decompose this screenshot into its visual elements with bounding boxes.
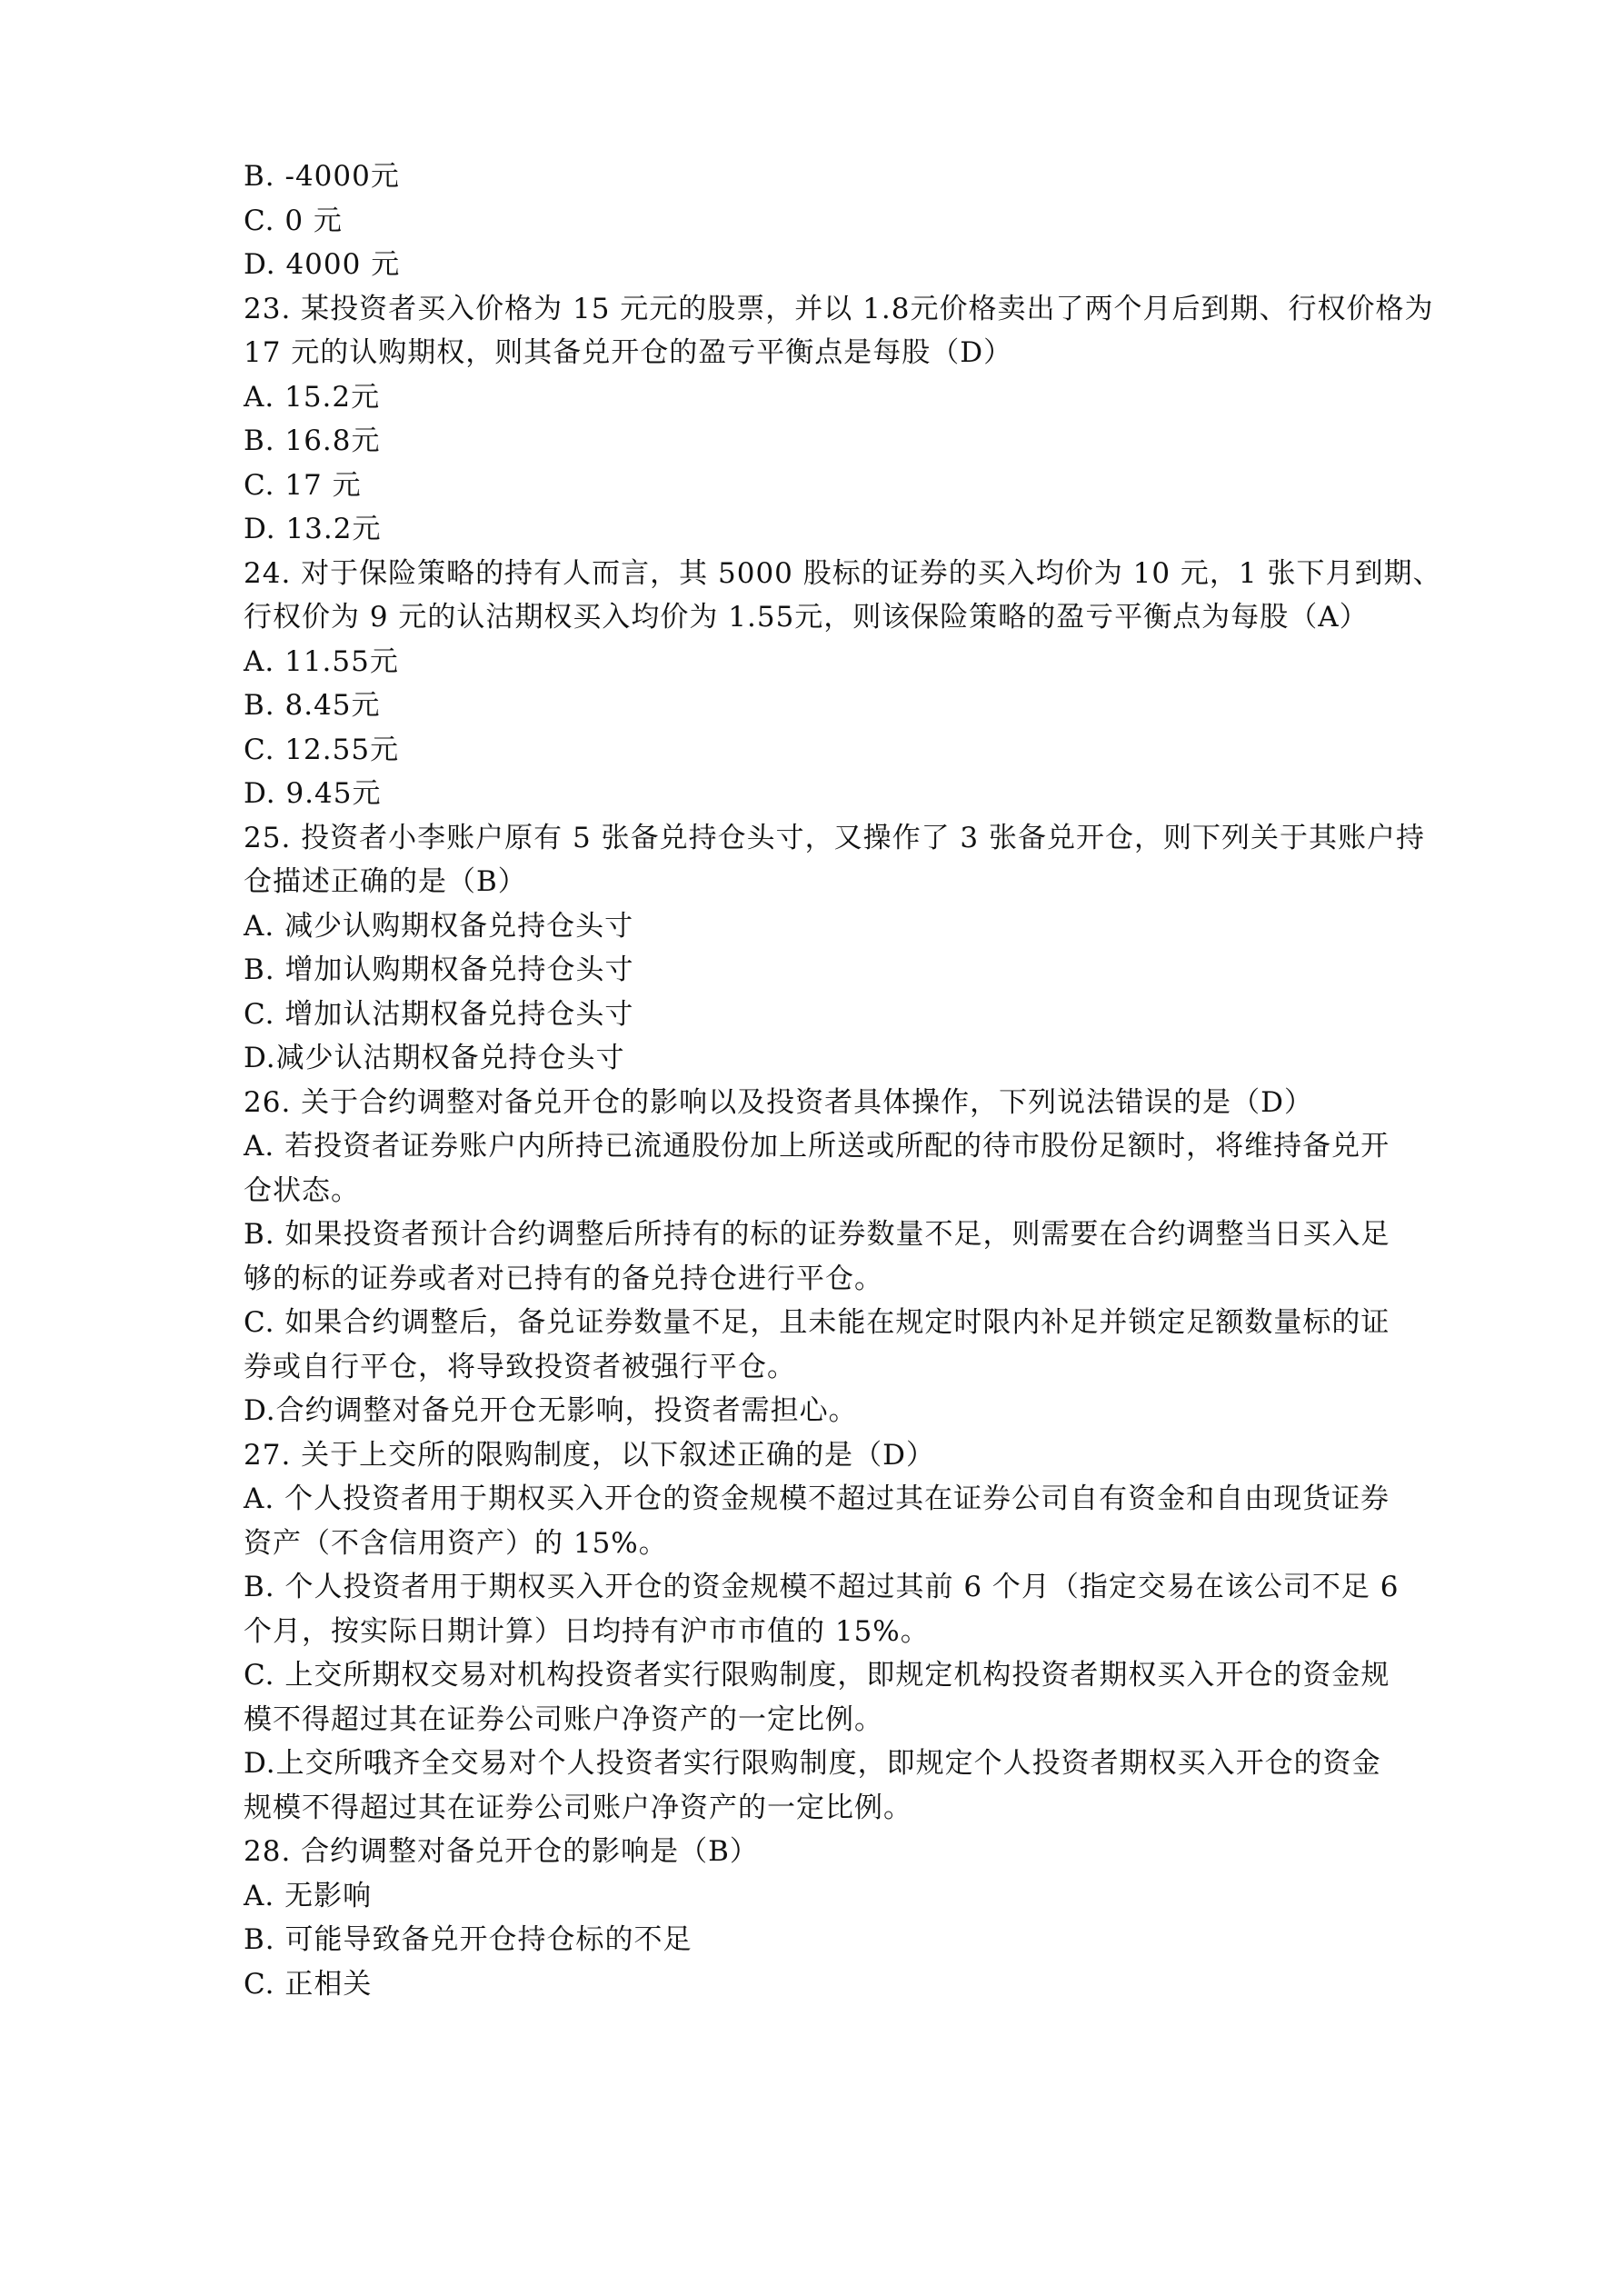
option-line: C. 如果合约调整后，备兑证券数量不足，且未能在规定时限内补足并锁定足额数量标的证 [244,1306,1390,1339]
option-line: D.减少认沽期权备兑持仓头寸 [244,1042,625,1074]
option-line: D. 9.45元 [244,777,382,810]
option-line: B. 8.45元 [244,689,381,722]
option-line: C. 增加认沽期权备兑持仓头寸 [244,997,634,1031]
option-line: B. 16.8元 [244,424,381,457]
option-line: D.合约调整对备兑开仓无影响，投资者需担心。 [244,1394,858,1427]
option-line: 资产（不含信用资产）的 15%。 [244,1526,668,1560]
option-line: C. 12.55元 [244,733,400,766]
option-line: B. 个人投资者用于期权买入开仓的资金规模不超过其前 6 个月（指定交易在该公司不足 6 [244,1571,1400,1603]
option-line: D. 13.2元 [244,513,382,545]
text-line: D. 4000 元 [244,248,401,281]
option-line: C. 正相关 [244,1967,373,2001]
question-26-line-1: 26. 关于合约调整对备兑开仓的影响以及投资者具体操作，下列说法错误的是（D） [244,1085,1314,1119]
text-line: B. -4000元 [244,160,400,193]
question-23-line-2: 17 元的认购期权，则其备兑开仓的盈亏平衡点是每股（D） [244,336,1013,369]
option-line: A. 11.55元 [244,644,399,678]
question-23-line-1: 23. 某投资者买入价格为 15 元元的股票，并以 1.8元价格卖出了两个月后到期、行权价格为 [244,292,1434,325]
option-line: 券或自行平仓，将导致投资者被强行平仓。 [244,1350,796,1383]
document-page [244,155,1442,2006]
option-line: A. 减少认购期权备兑持仓头寸 [244,909,634,943]
option-line: 规模不得超过其在证券公司账户净资产的一定比例。 [244,1791,912,1824]
option-line: C. 上交所期权交易对机构投资者实行限购制度，即规定机构投资者期权买入开仓的资金规 [244,1659,1390,1692]
option-line: D.上交所哦齐全交易对个人投资者实行限购制度，即规定个人投资者期权买入开仓的资金 [244,1747,1381,1780]
question-25-line-2: 仓描述正确的是（B） [244,865,527,898]
option-line: B. 可能导致备兑开仓持仓标的不足 [244,1923,692,1956]
question-24-line-1: 24. 对于保险策略的持有人而言，其 5000 股标的证券的买入均价为 10 元，1 张下月到期、 [244,556,1442,590]
option-line: A. 若投资者证券账户内所持已流通股份加上所送或所配的待市股份足额时，将维持备兑开 [244,1130,1390,1163]
question-28-line-1: 28. 合约调整对备兑开仓的影响是（B） [244,1835,759,1868]
option-line: A. 个人投资者用于期权买入开仓的资金规模不超过其在证券公司自有资金和自由现货证券 [244,1482,1390,1515]
option-line: C. 17 元 [244,468,362,502]
question-27-line-1: 27. 关于上交所的限购制度，以下叙述正确的是（D） [244,1438,936,1472]
option-line: A. 15.2元 [244,380,381,414]
question-24-line-2: 行权价为 9 元的认沽期权买入均价为 1.55元，则该保险策略的盈亏平衡点为每股（A） [244,601,1369,634]
option-line: 个月，按实际日期计算）日均持有沪市市值的 15%。 [244,1614,930,1648]
text-line: C. 0 元 [244,204,343,237]
option-line: 仓状态。 [244,1173,360,1207]
option-line: B. 增加认购期权备兑持仓头寸 [244,953,634,986]
option-line: A. 无影响 [244,1879,373,1912]
option-line: 模不得超过其在证券公司账户净资产的一定比例。 [244,1702,883,1736]
option-line: B. 如果投资者预计合约调整后所持有的标的证券数量不足，则需要在合约调整当日买入足 [244,1218,1390,1251]
option-line: 够的标的证券或者对已持有的备兑持仓进行平仓。 [244,1262,883,1295]
question-25-line-1: 25. 投资者小李账户原有 5 张备兑持仓头寸，又操作了 3 张备兑开仓，则下列关于其账户持 [244,821,1426,854]
